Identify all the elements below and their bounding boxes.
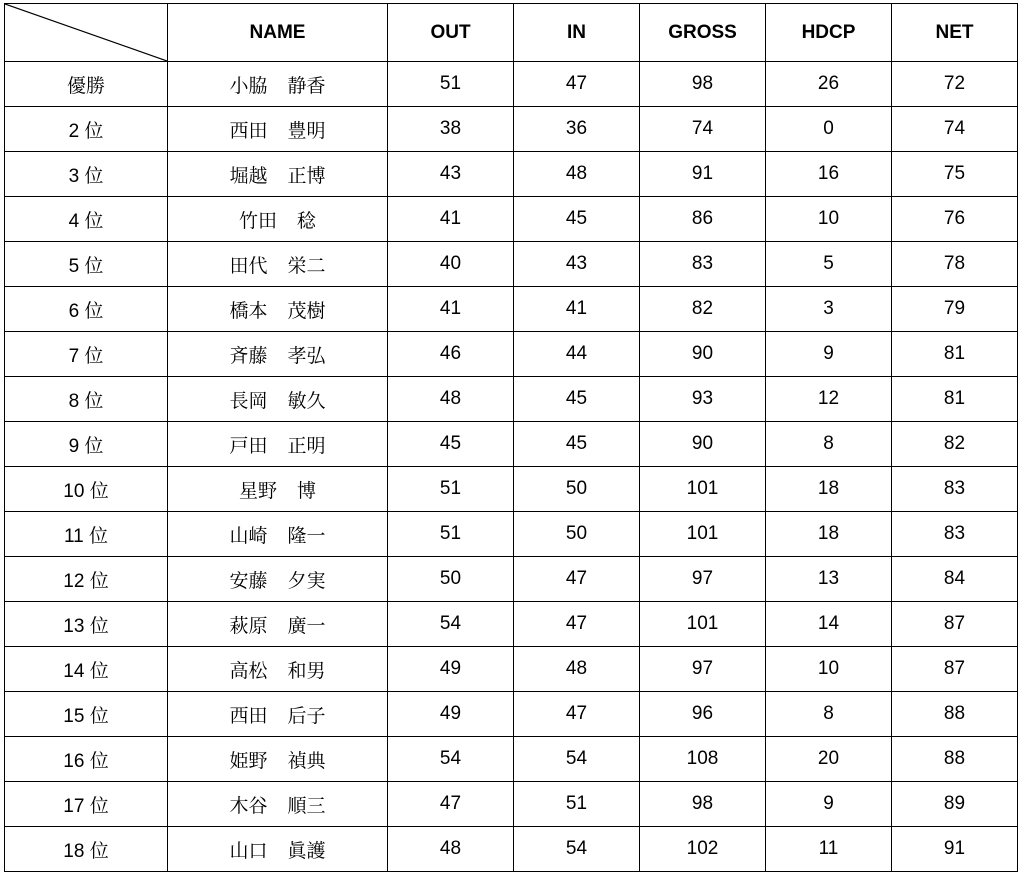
hdcp-cell: 0	[766, 107, 892, 152]
out-cell: 51	[388, 62, 514, 107]
out-cell: 51	[388, 467, 514, 512]
rank-cell: 9 位	[5, 422, 168, 467]
rank-cell: 11 位	[5, 512, 168, 557]
family-name: 橋本	[229, 300, 268, 322]
gross-cell: 97	[640, 557, 766, 602]
in-cell: 45	[514, 197, 640, 242]
given-name: 正明	[287, 435, 326, 457]
hdcp-cell: 12	[766, 377, 892, 422]
family-name: 長岡	[229, 390, 268, 412]
hdcp-cell: 3	[766, 287, 892, 332]
rank-cell: 2 位	[5, 107, 168, 152]
name-cell	[168, 287, 388, 332]
net-cell: 78	[892, 242, 1018, 287]
name-cell	[168, 737, 388, 782]
family-name: 竹田	[238, 210, 277, 232]
name-cell	[168, 62, 388, 107]
name-cell	[168, 422, 388, 467]
in-cell: 54	[514, 827, 640, 872]
rank-cell: 12 位	[5, 557, 168, 602]
rank-cell: 4 位	[5, 197, 168, 242]
out-cell: 48	[388, 827, 514, 872]
in-cell: 48	[514, 152, 640, 197]
out-cell: 41	[388, 287, 514, 332]
in-cell: 48	[514, 647, 640, 692]
gross-cell: 82	[640, 287, 766, 332]
given-name: 孝弘	[287, 345, 326, 367]
rank-cell: 6 位	[5, 287, 168, 332]
hdcp-cell: 14	[766, 602, 892, 647]
out-cell: 54	[388, 737, 514, 782]
out-cell: 38	[388, 107, 514, 152]
hdcp-cell: 26	[766, 62, 892, 107]
in-cell: 50	[514, 467, 640, 512]
rank-cell: 18 位	[5, 827, 168, 872]
out-cell: 54	[388, 602, 514, 647]
family-name: 戸田	[229, 435, 268, 457]
in-cell: 47	[514, 62, 640, 107]
gross-cell: 74	[640, 107, 766, 152]
given-name: 順三	[287, 795, 326, 817]
in-cell: 47	[514, 692, 640, 737]
gross-cell: 98	[640, 62, 766, 107]
out-cell: 48	[388, 377, 514, 422]
table-row	[5, 197, 1018, 242]
family-name: 姫野	[229, 750, 268, 772]
corner-cell	[5, 4, 168, 62]
table-row	[5, 467, 1018, 512]
gross-cell: 96	[640, 692, 766, 737]
family-name: 斉藤	[229, 345, 268, 367]
net-cell: 76	[892, 197, 1018, 242]
gross-cell: 93	[640, 377, 766, 422]
rank-cell: 17 位	[5, 782, 168, 827]
gross-cell: 101	[640, 512, 766, 557]
header-net: NET	[892, 4, 1018, 62]
out-cell: 51	[388, 512, 514, 557]
family-name: 星野	[238, 480, 277, 502]
net-cell: 79	[892, 287, 1018, 332]
gross-cell: 97	[640, 647, 766, 692]
family-name: 萩原	[229, 615, 268, 637]
gross-cell: 101	[640, 467, 766, 512]
net-cell: 72	[892, 62, 1018, 107]
given-name: 隆一	[287, 525, 326, 547]
given-name: 博	[297, 480, 317, 502]
name-cell	[168, 782, 388, 827]
in-cell: 54	[514, 737, 640, 782]
hdcp-cell: 8	[766, 422, 892, 467]
gross-cell: 86	[640, 197, 766, 242]
name-cell	[168, 692, 388, 737]
given-name: 敏久	[287, 390, 326, 412]
out-cell: 47	[388, 782, 514, 827]
gross-cell: 102	[640, 827, 766, 872]
family-name: 西田	[229, 705, 268, 727]
name-cell	[168, 557, 388, 602]
out-cell: 46	[388, 332, 514, 377]
hdcp-cell: 5	[766, 242, 892, 287]
net-cell: 74	[892, 107, 1018, 152]
name-cell	[168, 467, 388, 512]
header-in: IN	[514, 4, 640, 62]
family-name: 堀越	[229, 165, 268, 187]
name-cell	[168, 332, 388, 377]
given-name: 栄二	[287, 255, 326, 277]
table-row	[5, 242, 1018, 287]
in-cell: 47	[514, 557, 640, 602]
gross-cell: 90	[640, 332, 766, 377]
table-row	[5, 422, 1018, 467]
given-name: 正博	[287, 165, 326, 187]
results-body	[5, 62, 1018, 872]
given-name: 稔	[297, 210, 317, 232]
family-name: 山崎	[229, 525, 268, 547]
rank-cell: 優勝	[5, 62, 168, 107]
rank-cell: 14 位	[5, 647, 168, 692]
gross-cell: 98	[640, 782, 766, 827]
net-cell: 75	[892, 152, 1018, 197]
name-cell	[168, 152, 388, 197]
in-cell: 45	[514, 422, 640, 467]
table-row	[5, 152, 1018, 197]
net-cell: 87	[892, 647, 1018, 692]
given-name: 禎典	[287, 750, 326, 772]
hdcp-cell: 13	[766, 557, 892, 602]
rank-cell: 3 位	[5, 152, 168, 197]
hdcp-cell: 10	[766, 197, 892, 242]
net-cell: 82	[892, 422, 1018, 467]
rank-cell: 10 位	[5, 467, 168, 512]
net-cell: 88	[892, 737, 1018, 782]
gross-cell: 91	[640, 152, 766, 197]
table-row	[5, 512, 1018, 557]
given-name: 夕実	[287, 570, 326, 592]
in-cell: 44	[514, 332, 640, 377]
rank-cell: 5 位	[5, 242, 168, 287]
out-cell: 41	[388, 197, 514, 242]
out-cell: 45	[388, 422, 514, 467]
name-cell	[168, 647, 388, 692]
table-row	[5, 287, 1018, 332]
header-row	[5, 4, 1018, 62]
hdcp-cell: 10	[766, 647, 892, 692]
header-out: OUT	[388, 4, 514, 62]
table-row	[5, 602, 1018, 647]
header-name: NAME	[168, 4, 388, 62]
rank-cell: 16 位	[5, 737, 168, 782]
table-row	[5, 377, 1018, 422]
hdcp-cell: 8	[766, 692, 892, 737]
given-name: 茂樹	[287, 300, 326, 322]
gross-cell: 108	[640, 737, 766, 782]
name-cell	[168, 197, 388, 242]
given-name: 眞護	[287, 840, 326, 862]
given-name: 和男	[287, 660, 326, 682]
diagonal-line	[5, 4, 167, 61]
given-name: 廣一	[287, 615, 326, 637]
table-row	[5, 827, 1018, 872]
family-name: 山口	[229, 840, 268, 862]
in-cell: 36	[514, 107, 640, 152]
results-table	[4, 3, 1018, 872]
gross-cell: 101	[640, 602, 766, 647]
hdcp-cell: 9	[766, 782, 892, 827]
hdcp-cell: 9	[766, 332, 892, 377]
out-cell: 49	[388, 647, 514, 692]
name-cell	[168, 242, 388, 287]
out-cell: 40	[388, 242, 514, 287]
out-cell: 43	[388, 152, 514, 197]
table-row	[5, 62, 1018, 107]
family-name: 高松	[229, 660, 268, 682]
table-row	[5, 557, 1018, 602]
name-cell	[168, 512, 388, 557]
in-cell: 41	[514, 287, 640, 332]
name-cell	[168, 602, 388, 647]
rank-cell: 7 位	[5, 332, 168, 377]
net-cell: 87	[892, 602, 1018, 647]
gross-cell: 90	[640, 422, 766, 467]
table-row	[5, 332, 1018, 377]
name-cell	[168, 107, 388, 152]
table-row	[5, 107, 1018, 152]
name-cell	[168, 377, 388, 422]
hdcp-cell: 18	[766, 467, 892, 512]
net-cell: 84	[892, 557, 1018, 602]
net-cell: 83	[892, 467, 1018, 512]
family-name: 安藤	[229, 570, 268, 592]
hdcp-cell: 18	[766, 512, 892, 557]
name-cell	[168, 827, 388, 872]
net-cell: 83	[892, 512, 1018, 557]
family-name: 木谷	[229, 795, 268, 817]
net-cell: 91	[892, 827, 1018, 872]
in-cell: 51	[514, 782, 640, 827]
rank-cell: 15 位	[5, 692, 168, 737]
in-cell: 45	[514, 377, 640, 422]
hdcp-cell: 11	[766, 827, 892, 872]
table-row	[5, 737, 1018, 782]
table-row	[5, 692, 1018, 737]
family-name: 田代	[229, 255, 268, 277]
gross-cell: 83	[640, 242, 766, 287]
hdcp-cell: 20	[766, 737, 892, 782]
given-name: 后子	[287, 705, 326, 727]
in-cell: 50	[514, 512, 640, 557]
header-gross: GROSS	[640, 4, 766, 62]
table-row	[5, 782, 1018, 827]
rank-cell: 8 位	[5, 377, 168, 422]
family-name: 西田	[229, 120, 268, 142]
net-cell: 81	[892, 377, 1018, 422]
in-cell: 47	[514, 602, 640, 647]
table-row	[5, 647, 1018, 692]
out-cell: 49	[388, 692, 514, 737]
net-cell: 88	[892, 692, 1018, 737]
given-name: 豊明	[287, 120, 326, 142]
given-name: 静香	[287, 75, 326, 97]
in-cell: 43	[514, 242, 640, 287]
out-cell: 50	[388, 557, 514, 602]
hdcp-cell: 16	[766, 152, 892, 197]
rank-cell: 13 位	[5, 602, 168, 647]
net-cell: 89	[892, 782, 1018, 827]
family-name: 小脇	[229, 75, 268, 97]
header-hdcp: HDCP	[766, 4, 892, 62]
net-cell: 81	[892, 332, 1018, 377]
